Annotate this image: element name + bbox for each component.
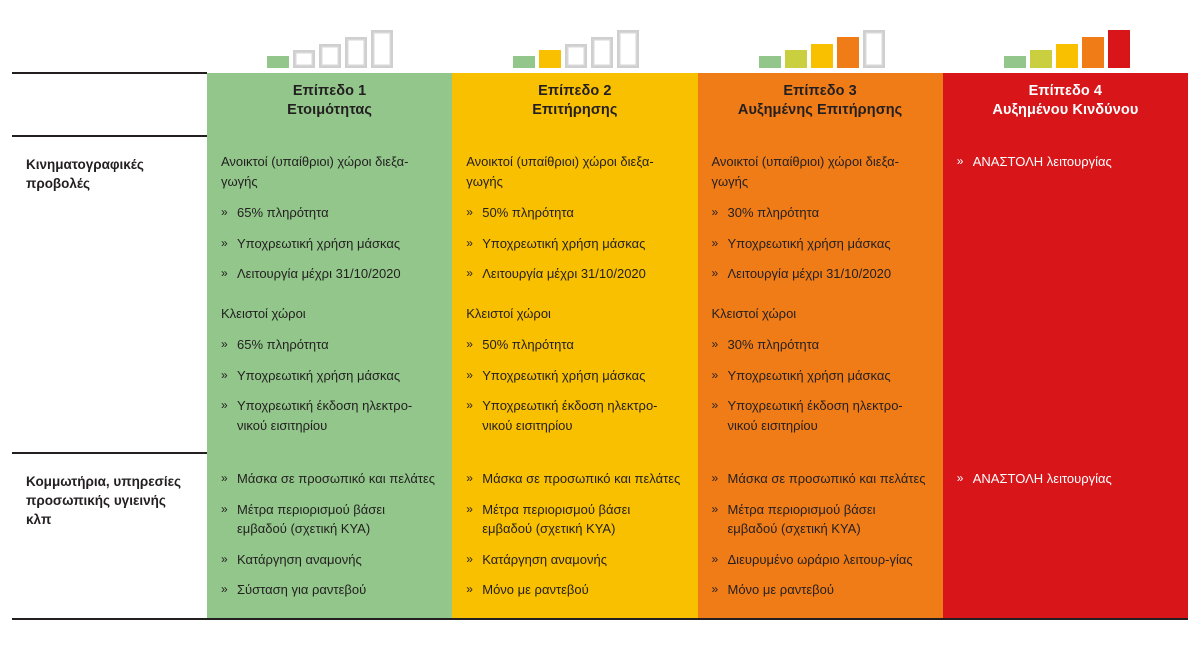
list-item: » 65% πληρότητα xyxy=(221,203,436,223)
meter-bar-3 xyxy=(1056,44,1078,68)
list-item: » Υποχρεωτική έκδοση ηλεκτρο-νικού εισιτηρίου xyxy=(712,396,927,435)
list-item: » Μάσκα σε προσωπικό και πελάτες xyxy=(221,469,436,489)
row-label-hairdressers: Κομμωτήρια, υπηρεσίες προσωπικής υγιεινής κλπ xyxy=(12,453,207,619)
cell-list xyxy=(712,335,927,435)
cell-list xyxy=(221,469,436,600)
table-header-row xyxy=(12,73,1188,136)
header-level-2-subtitle: Επιτήρησης xyxy=(532,102,618,119)
meter-level-1 xyxy=(207,24,453,68)
cell-spacer xyxy=(466,284,681,304)
list-item: » ΑΝΑΣΤΟΛΗ λειτουργίας xyxy=(957,152,1172,172)
row-label-cinema: Κινηματογραφικές προβολές xyxy=(12,136,207,453)
meter-bar-4 xyxy=(1082,37,1104,68)
cell-paragraph: Ανοικτοί (υπαίθριοι) χώροι διεξα-γωγής xyxy=(466,154,654,189)
table-row xyxy=(12,136,1188,453)
meter-level-3 xyxy=(699,24,945,68)
cell-hairdressers-level-3 xyxy=(698,453,943,619)
header-level-4-title: Επίπεδο 4 xyxy=(1028,83,1103,99)
meter-bar-2 xyxy=(539,50,561,68)
list-item: » Κατάργηση αναμονής xyxy=(221,550,436,570)
meter-bar-1 xyxy=(759,56,781,68)
cell-paragraph: Ανοικτοί (υπαίθριοι) χώροι διεξα-γωγής xyxy=(711,154,899,189)
cell-cinema-level-2 xyxy=(452,136,697,453)
meter-level-4 xyxy=(945,24,1188,68)
cell-paragraph: Ανοικτοί (υπαίθριοι) χώροι διεξα-γωγής xyxy=(221,154,409,189)
meter-bar-2 xyxy=(785,50,807,68)
list-item: » 65% πληρότητα xyxy=(221,335,436,355)
header-level-1-title: Επίπεδο 1 xyxy=(292,83,367,99)
level-meters xyxy=(12,24,1188,68)
list-item: » 50% πληρότητα xyxy=(466,335,681,355)
header-level-1-subtitle: Ετοιμότητας xyxy=(287,102,373,119)
list-item: » Μέτρα περιορισμού βάσει εμβαδού (σχετική ΚΥΑ) xyxy=(466,500,681,539)
meter-bar-3 xyxy=(811,44,833,68)
measures-table xyxy=(12,72,1188,620)
meter-bar-4 xyxy=(345,37,367,68)
meter-bar-3 xyxy=(319,44,341,68)
cell-list xyxy=(466,203,681,284)
meter-bar-4 xyxy=(837,37,859,68)
meter-bar-5 xyxy=(863,30,885,68)
list-item: » Διευρυμένο ωράριο λειτουρ-γίας xyxy=(712,550,927,570)
cell-list xyxy=(221,203,436,284)
list-item: » Υποχρεωτική χρήση μάσκας xyxy=(221,234,436,254)
cell-list xyxy=(712,203,927,284)
cell-cinema-level-3 xyxy=(698,136,943,453)
header-level-4-subtitle: Αυξημένου Κινδύνου xyxy=(992,102,1139,119)
meter-bar-4 xyxy=(591,37,613,68)
header-level-1 xyxy=(207,73,452,136)
cell-cinema-level-1 xyxy=(207,136,452,453)
cell-paragraph: Κλειστοί χώροι xyxy=(466,305,551,321)
list-item: » Μάσκα σε προσωπικό και πελάτες xyxy=(466,469,681,489)
list-item: » 30% πληρότητα xyxy=(712,335,927,355)
cell-list xyxy=(957,152,1172,172)
header-level-2 xyxy=(452,73,697,136)
cell-list xyxy=(466,335,681,435)
header-level-3-subtitle: Αυξημένης Επιτήρησης xyxy=(737,102,903,119)
list-item: » Μόνο με ραντεβού xyxy=(466,580,681,600)
list-item: » Υποχρεωτική έκδοση ηλεκτρο-νικού εισιτηρίου xyxy=(221,396,436,435)
header-level-3-title: Επίπεδο 3 xyxy=(783,83,857,99)
meter-bar-2 xyxy=(1030,50,1052,68)
list-item: » Υποχρεωτική χρήση μάσκας xyxy=(712,366,927,386)
list-item: » 50% πληρότητα xyxy=(466,203,681,223)
meter-bar-2 xyxy=(293,50,315,68)
list-item: » Μάσκα σε προσωπικό και πελάτες xyxy=(712,469,927,489)
list-item: » Υποχρεωτική χρήση μάσκας xyxy=(712,234,927,254)
list-item: » Λειτουργία μέχρι 31/10/2020 xyxy=(712,264,927,284)
meter-bar-3 xyxy=(565,44,587,68)
cell-paragraph: Κλειστοί χώροι xyxy=(711,305,797,321)
list-item: » Λειτουργία μέχρι 31/10/2020 xyxy=(466,264,681,284)
list-item: » 30% πληρότητα xyxy=(712,203,927,223)
table-row xyxy=(12,453,1188,619)
cell-spacer xyxy=(221,284,436,304)
list-item: » Υποχρεωτική χρήση μάσκας xyxy=(466,366,681,386)
header-level-2-title: Επίπεδο 2 xyxy=(538,83,612,99)
cell-hairdressers-level-2 xyxy=(452,453,697,619)
meter-bar-5 xyxy=(371,30,393,68)
list-item: » Υποχρεωτική χρήση μάσκας xyxy=(221,366,436,386)
header-empty-cell xyxy=(12,73,207,136)
cell-cinema-level-4 xyxy=(943,136,1188,453)
cell-spacer xyxy=(712,284,927,304)
list-item: » Μέτρα περιορισμού βάσει εμβαδού (σχετική ΚΥΑ) xyxy=(221,500,436,539)
cell-hairdressers-level-4 xyxy=(943,453,1188,619)
meter-level-2 xyxy=(453,24,699,68)
cell-list xyxy=(466,469,681,600)
meter-bar-1 xyxy=(513,56,535,68)
cell-list xyxy=(221,335,436,435)
list-item: » Υποχρεωτική έκδοση ηλεκτρο-νικού εισιτηρίου xyxy=(466,396,681,435)
meter-bar-1 xyxy=(1004,56,1026,68)
list-item: » Υποχρεωτική χρήση μάσκας xyxy=(466,234,681,254)
meter-bar-5 xyxy=(1108,30,1130,68)
list-item: » Σύσταση για ραντεβού xyxy=(221,580,436,600)
list-item: » Κατάργηση αναμονής xyxy=(466,550,681,570)
cell-list xyxy=(712,469,927,600)
cell-paragraph: Κλειστοί χώροι xyxy=(221,305,306,321)
list-item: » Μέτρα περιορισμού βάσει εμβαδού (σχετική ΚΥΑ) xyxy=(712,500,927,539)
list-item: » Μόνο με ραντεβού xyxy=(712,580,927,600)
header-level-4 xyxy=(943,73,1188,136)
cell-hairdressers-level-1 xyxy=(207,453,452,619)
meter-bar-5 xyxy=(617,30,639,68)
list-item: » Λειτουργία μέχρι 31/10/2020 xyxy=(221,264,436,284)
cell-list xyxy=(957,469,1172,489)
meter-bar-1 xyxy=(267,56,289,68)
meter-spacer xyxy=(12,24,207,68)
header-level-3 xyxy=(698,73,943,136)
list-item: » ΑΝΑΣΤΟΛΗ λειτουργίας xyxy=(957,469,1172,489)
